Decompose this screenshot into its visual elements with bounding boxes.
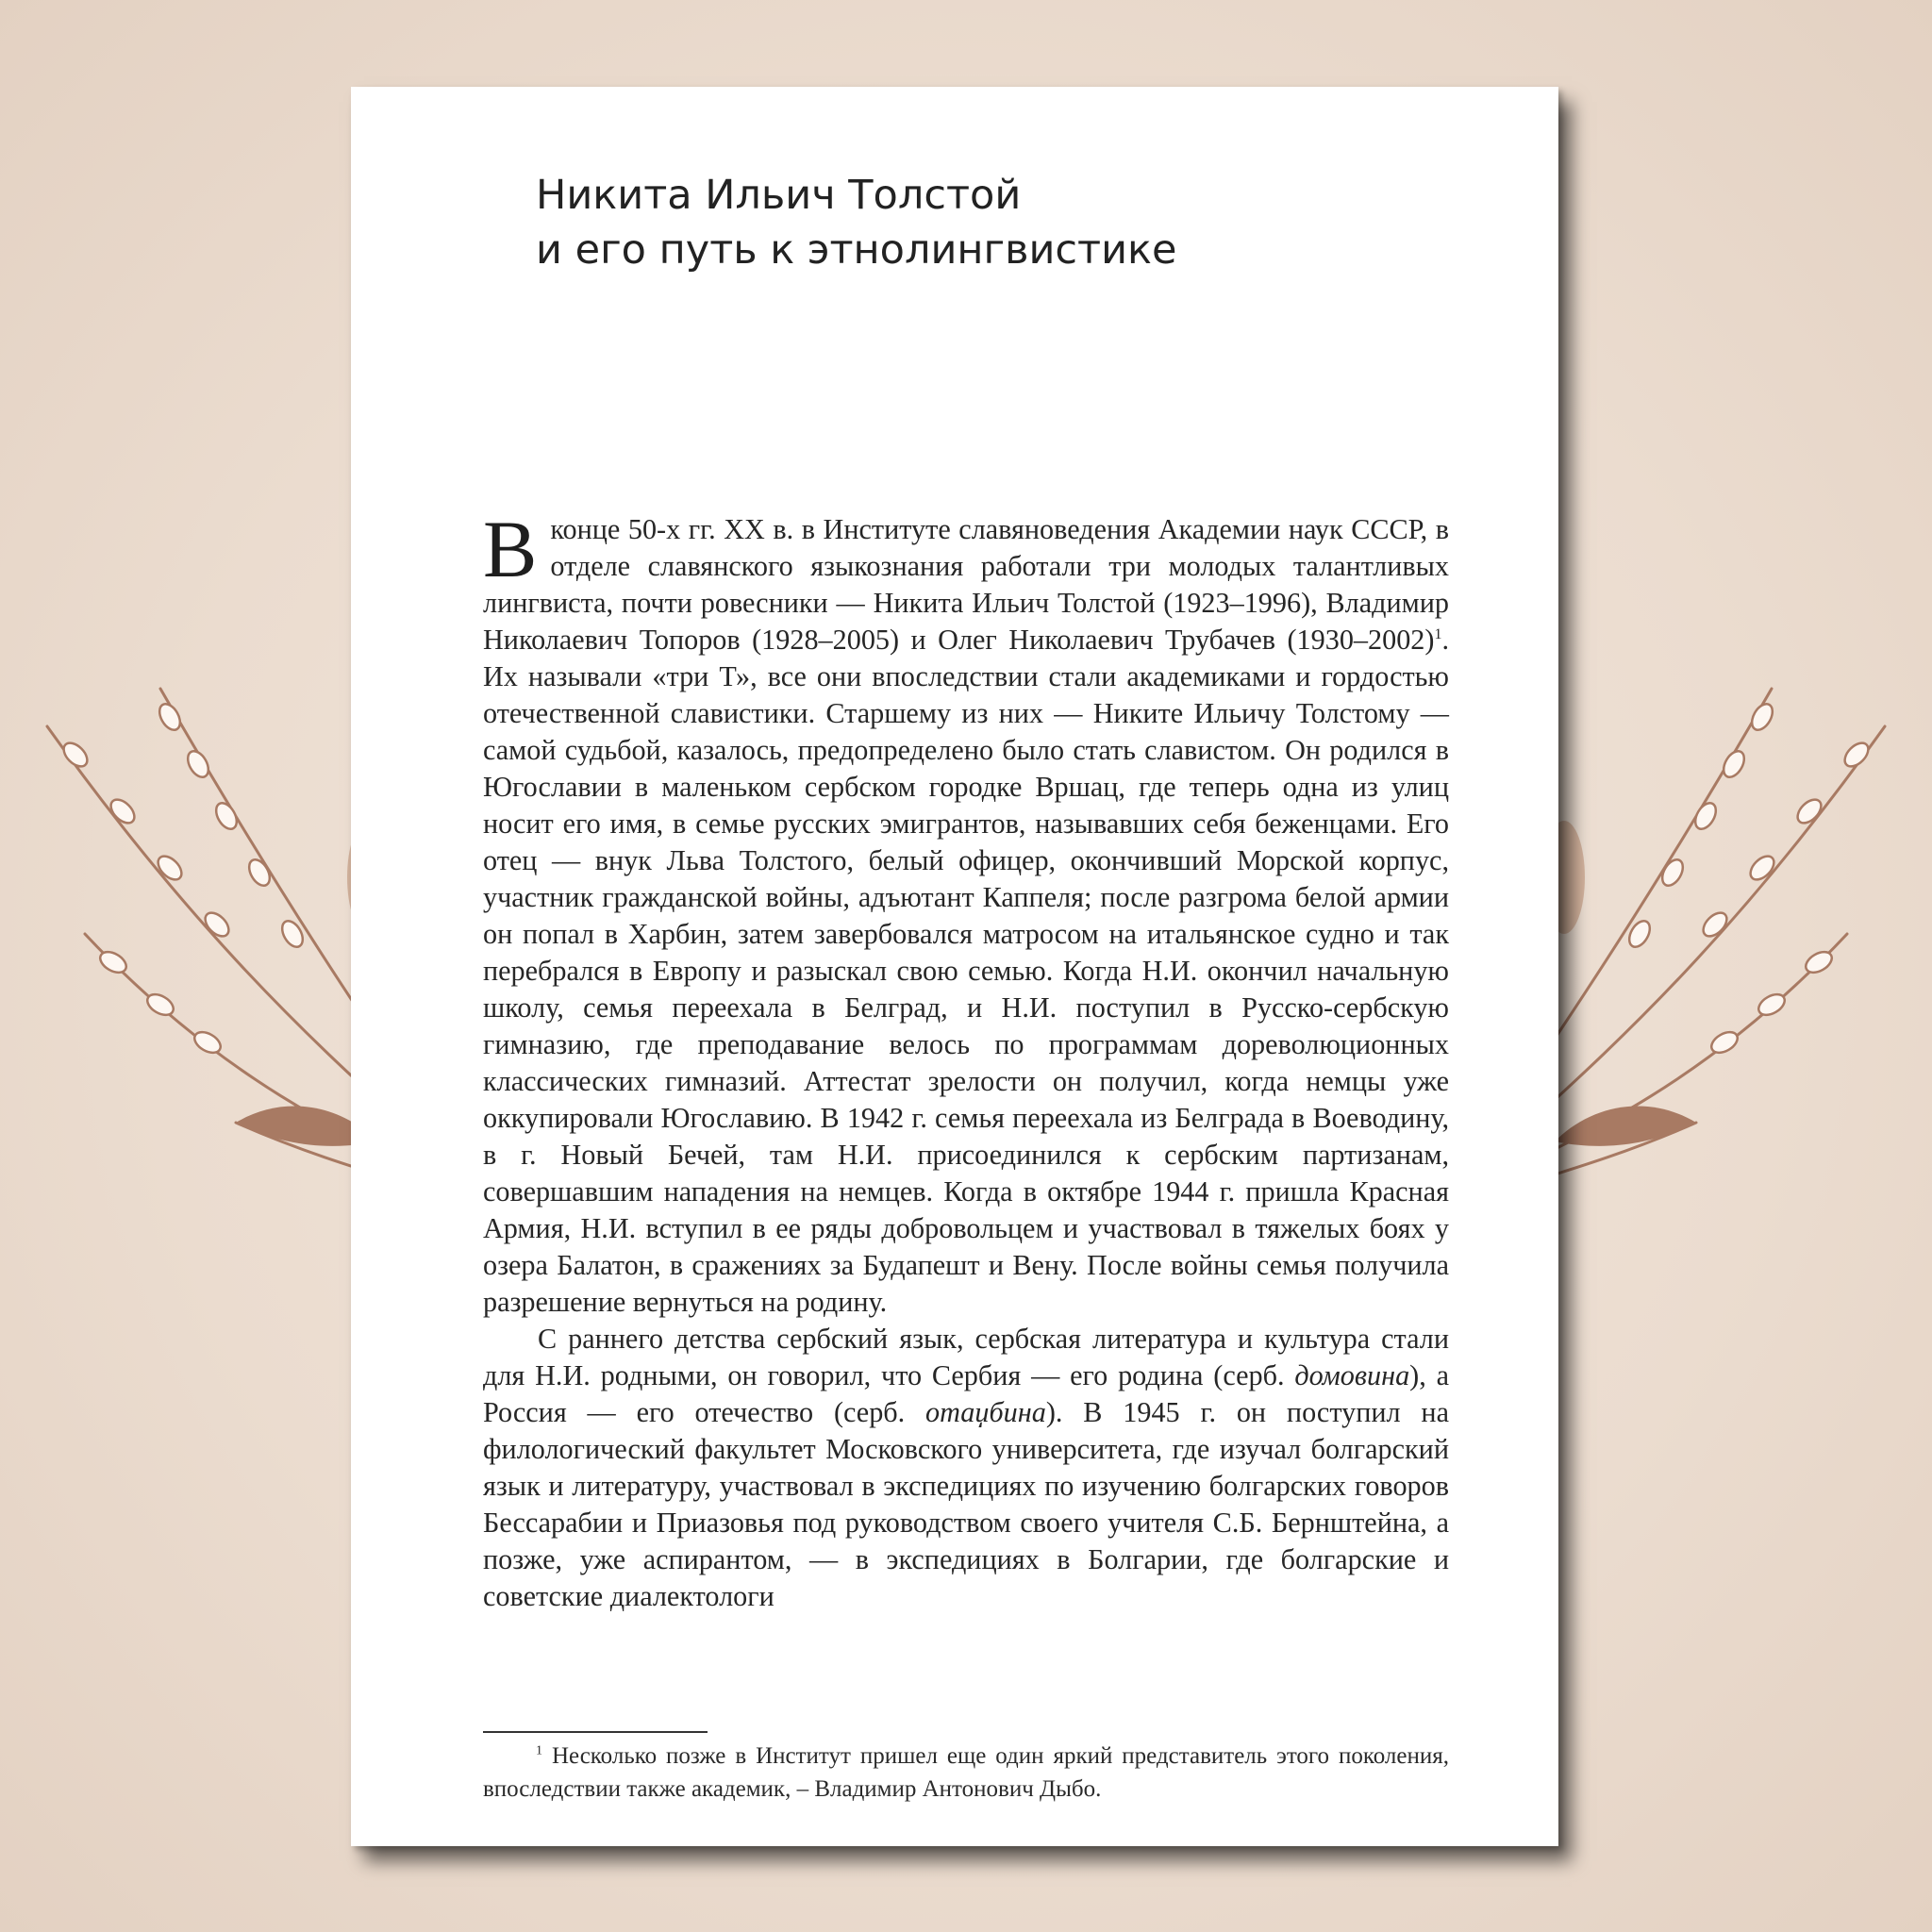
footnote-mark: 1 xyxy=(536,1743,542,1758)
paragraph-1-part-a: конце 50-х гг. XX в. в Институте славяноведения Академии наук СССР, в отделе славянского языкознания работали три молодых талантливых лингвиста, почти ровесники — Никита Ильич Толстой (1923–1996), Владимир Николаевич Топоров (1928–2005) и Олег Николаевич Трубачев (1930–2002) xyxy=(483,513,1449,656)
title-line-2: и его путь к этнолингвистике xyxy=(536,226,1177,274)
page-title xyxy=(536,168,1176,277)
paragraph-2-part-a: С раннего детства сербский язык, сербская литература и культура стали для Н.И. родными, он говорил, что Сербия — его родина (серб. xyxy=(483,1323,1449,1391)
paragraph-1 xyxy=(483,504,1449,1321)
body-text xyxy=(483,504,1449,1615)
footnote-divider xyxy=(483,1731,708,1733)
italic-term-domovina: домовина xyxy=(1294,1359,1410,1391)
footnote xyxy=(483,1740,1449,1806)
book-page xyxy=(351,87,1558,1846)
paragraph-1-part-b: . Их называли «три Т», все они впоследствии стали академиками и гордостью отечественной славистики. Старшему из них — Никите Ильичу Толстому — самой судьбой, казалось, предопределено было стать славистом. Он родился в Югославии в маленьком сербском городке Вршац, где теперь одна из улиц носит его имя, в семье русских эмигрантов, называвших себя беженцами. Его отец — внук Льва Толстого, белый офицер, окончивший Морской корпус, участник гражданской войны, адъютант Каппеля; после разгрома белой армии он попал в Харбин, затем завербовался матросом на итальянское судно и так перебрался в Европу и разыскал свою семью. Когда Н.И. окончил начальную школу, семья переехала в Белград, и Н.И. поступил в Русско-сербскую гимназию, где преподавание велось по программам дореволюционных классических гимназий. Аттестат зрелости он получил, когда немцы уже оккупировали Югославию. В 1942 г. семья переехала из Белграда в Воеводину, в г. Новый Бечей, там Н.И. присоединился к сербским партизанам, совершавшим нападения на немцев. Когда в октябре 1944 г. пришла Красная Армия, Н.И. вступил в ее ряды добровольцем и участвовал в тяжелых боях у озера Балатон, в сражениях за Будапешт и Вену. После войны семья получила разрешение вернуться на родину. xyxy=(483,624,1449,1318)
footnote-text: Несколько позже в Институт пришел еще один яркий представитель этого поколения, впоследствии также академик, – Владимир Антонович Дыбо. xyxy=(483,1743,1449,1802)
title-line-1: Никита Ильич Толстой xyxy=(536,172,1022,219)
drop-cap: В xyxy=(483,504,538,594)
paragraph-2-part-c: ). В 1945 г. он поступил на филологический факультет Московского университета, где изучал болгарский язык и литературу, участвовал в экспедициях по изучению болгарских говоров Бессарабии и Приазовья под руководством своего учителя С.Б. Бернштейна, а позже, уже аспирантом, — в экспедициях в Болгарии, где болгарские и советские диалектологи xyxy=(483,1396,1449,1612)
paragraph-2 xyxy=(483,1321,1449,1615)
italic-term-otadzbina: отаџбина xyxy=(925,1396,1046,1428)
footnote-reference: 1 xyxy=(1434,625,1442,642)
paragraph-2-part-b: ), а Россия — его отечество (серб. xyxy=(483,1359,1449,1428)
